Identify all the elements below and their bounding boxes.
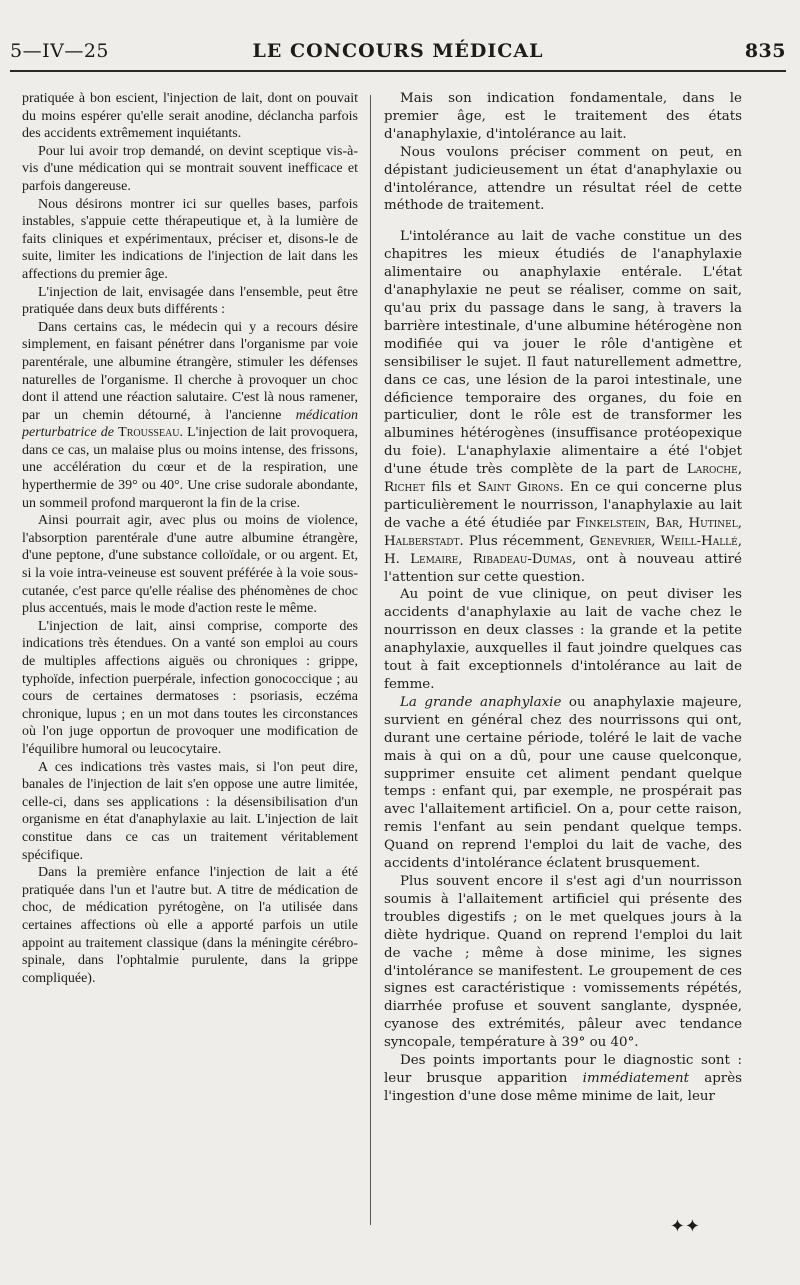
author-name: Saint Girons — [477, 480, 560, 496]
text-run: . Plus récemment, — [459, 533, 585, 549]
paragraph: Pour lui avoir trop demandé, on devint sceptique vis-à-vis d'une médication qui se montrait souvent inefficace et parfois dangereuse. — [22, 143, 358, 194]
paragraph: Nous désirons montrer ici sur quelles bases, parfois instables, s'appuie cette thérapeutique et, à la lumière de faits cliniques et expérimentaux, préciser et, disons-le de suite, limiter les indications de l'injection de lait dans les affections du premier âge. — [22, 196, 358, 282]
text-run: , — [737, 462, 742, 478]
paragraph — [384, 1052, 742, 1106]
page-number: 835 — [744, 40, 786, 62]
paragraph: Mais son indication fondamentale, dans le premier âge, est le traitement des états d'anaphylaxie, d'intolérance au lait. — [384, 91, 742, 142]
italic-run: immédiatement — [582, 1070, 690, 1086]
paragraph: Dans la première enfance l'injection de lait a été pratiquée dans l'un et l'autre but. A titre de médication de choc, de médication pyrétogène, on l'a utilisée dans certaines affections où elle a apporté parfois un utile appoint au traitement classique (dans la méningite cérébro-spinale, dans l'ophtalmie purulente, dans la grippe compliquée). — [22, 865, 358, 986]
paragraph: Plus souvent encore il s'est agi d'un nourrisson soumis à l'allaitement artificiel qui présente des troubles digestifs ; on le met quelques jours à la diète hydrique. Quand on reprend l'emploi du lait de vache ; même à dose minime, les signes d'intolérance se manifestent. Le groupement de ces signes est caractéristique : vomissements répétés, diarrhée profuse et souvent sanglante, dyspnée, cyanose des extrémités, pâleur avec tendance syncopale, température à 39° ou 40°. — [384, 873, 742, 1051]
paragraph: A ces indications très vastes mais, si l'on peut dire, banales de l'injection de lait s'en oppose une autre limitée, celle-ci, dans ses applications : la désensibilisation d'un organisme en état d'anaphylaxie au lait. L'injection de lait constitue dans ce cas un traitement véritablement spécifique. — [22, 759, 358, 863]
text-run: , ont à nouveau attiré l'attention sur cette question. — [384, 551, 742, 585]
paragraph: Ainsi pourrait agir, avec plus ou moins de violence, l'absorption parentérale d'une autre albumine étrangère, d'une peptone, d'une substance colloïdale, or ou argent. Et, si la voie intra-veineuse est souvent préférée à la voie sous-cutanée, c'est parce qu'elle réalise des phénomènes de choc plus accentués, mais le mode d'action reste le même. — [22, 513, 358, 617]
ornament-mark: ✦✦ — [669, 1216, 700, 1237]
paragraph: L'injection de lait, envisagée dans l'ensemble, peut être pratiquée dans deux buts différents : — [22, 284, 358, 318]
text-run: Dans certains cas, le médecin qui y a recours désire simplement, en faisant pénétrer dans l'organisme par voie parentérale, une albumine étrangère, stimuler les défenses naturelles de l'organisme. Il cherche à provoquer un choc dont il attend une réaction salutaire. C'est là nous ramener, par un chemin détourné, à l'ancienne — [22, 319, 358, 423]
left-column — [22, 90, 358, 1225]
text-run: L'intolérance au lait de vache constitue un des chapitres les mieux étudiés de l'anaphylaxie alimentaire ou anaphylaxie entérale. L'état d'anaphylaxie ne peut se réaliser, comme on sait, qu'au prix du passage dans le sang, à travers la barrière intestinale, d'une albumine hétérogène non modifiée qui va jouer le rôle d'antigène et sensibiliser le sujet. Il faut naturellement admettre, dans ce cas, une lésion de la paroi intestinale, une déficience temporaire des organes, du foie en particulier, dont le rôle est de transformer les albumines hétérogènes (insuffisance protéopexique du foie). L'anaphylaxie alimentaire a été l'objet d'une étude très complète de la part de — [384, 229, 742, 478]
column-divider — [370, 95, 371, 1225]
author-names: Finkelstein, Bar, Hutinel, Halberstadt — [384, 515, 742, 549]
italic-run: médication perturbatrice de — [22, 407, 358, 441]
text-run: après l'ingestion d'une dose même minime de lait, leur — [384, 1070, 742, 1104]
header-rule — [10, 70, 786, 72]
author-names: Genevrier, Weill-Hallé, H. Lemaire, Ribadeau-Dumas — [384, 533, 742, 567]
italic-run: La grande anaphylaxie — [400, 694, 562, 710]
author-name: Trousseau — [118, 425, 180, 441]
text-run: Des points importants pour le diagnostic sont : leur brusque apparition — [384, 1053, 742, 1086]
right-column — [384, 90, 742, 1225]
author-name: Laroche — [686, 462, 738, 478]
text-run: ou anaphylaxie majeure, survient en général chez des nourrissons qui ont, durant une certaine période, toléré le lait de vache mais à qui on a dû, pour une cause quelconque, supprimer ensuite cet aliment pendant quelque temps : enfant qui, par exemple, ne prospérait pas avec l'allaitement artificiel. On a, pour cette raison, remis l'enfant au sein pendant quelque temps. Quand on reprend l'emploi du lait de vache, des accidents d'intolérance éclatent brusquement. — [384, 694, 742, 872]
paragraph: Nous voulons préciser comment on peut, en dépistant judicieusement un état d'anaphylaxie ou d'intolérance, attendre un résultat réel de cette méthode de traitement. — [384, 144, 742, 214]
text-run: . L'injection de lait provoquera, dans ce cas, un malaise plus ou moins intense, des frissons, une accélération du cœur et de la respiration, une hyperthermie de 39° ou 40°. Une crise sudorale abondante, un sommeil profond marqueront la fin de la crise. — [22, 425, 358, 511]
paragraph: Au point de vue clinique, on peut diviser les accidents d'anaphylaxie au lait de vache chez le nourrisson en deux classes : la grande et la petite anaphylaxie, auxquelles il faut joindre quelques cas tout à fait exceptionnels d'intolérance au lait de femme. — [384, 587, 742, 692]
text-run: fils et — [424, 480, 478, 496]
paragraph: L'injection de lait, ainsi comprise, comporte des indications très étendues. On a vanté son emploi au cours de multiples affections aiguës ou chroniques : grippe, typhoïde, infection puerpérale, infection gonococcique ; au cours de certaines dermatoses : psoriasis, eczéma chronique, lupus ; en un mot dans toutes les circonstances où l'on juge opportun de provoquer une modification de l'équilibre humoral ou leucocytaire. — [22, 618, 358, 757]
paragraph — [22, 319, 358, 513]
journal-title: LE CONCOURS MÉDICAL — [252, 40, 544, 62]
paragraph — [384, 228, 742, 586]
paragraph: pratiquée à bon escient, l'injection de lait, dont on pouvait du moins espérer qu'elle serait anodine, déclancha parfois des accidents extrêmement inquiétants. — [22, 91, 358, 142]
issue-date: 5—IV—25 — [10, 40, 109, 62]
text-run: . En ce qui concerne plus particulièrement le nourrisson, l'anaphylaxie au lait de vache a été étudiée par — [384, 480, 742, 531]
paragraph — [384, 694, 742, 873]
author-name: Richet — [384, 480, 425, 496]
